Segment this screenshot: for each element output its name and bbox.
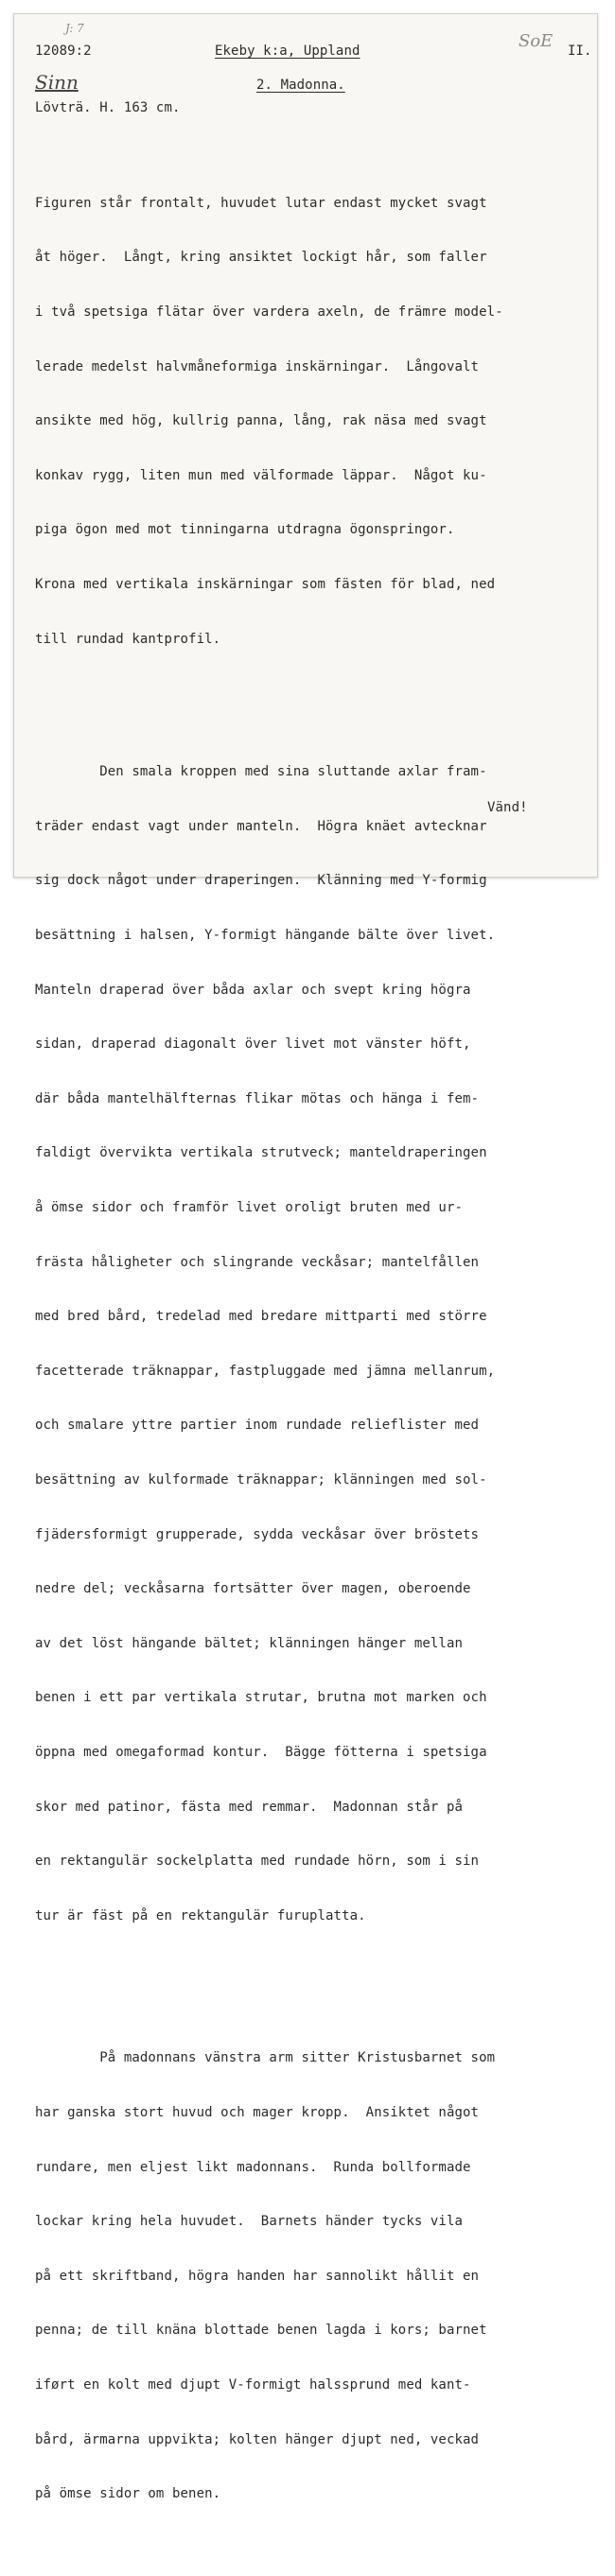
- parish-heading: Ekeby k:a, Uppland: [215, 44, 360, 59]
- text-line: Figuren står frontalt, huvudet lutar endast mycket svagt: [35, 195, 487, 211]
- text-line: iført en kolt med djupt V-formigt halssprund med kant-: [35, 2376, 471, 2393]
- sheet-number: II.: [568, 44, 592, 59]
- text-line: facetterade träknappar, fastpluggade med jämna mellanrum,: [35, 1363, 496, 1379]
- text-line: frästa håligheter och slingrande veckåsar; mantelfållen: [35, 1254, 480, 1270]
- text-line: och smalare yttre partier inom rundade relieflister med: [35, 1418, 480, 1434]
- paragraph-2: [35, 727, 503, 1962]
- text-line: har ganska stort huvud och mager kropp. Ansiktet något: [35, 2104, 480, 2120]
- text-line: nedre del; veckåsarna fortsätter över magen, oberoende: [35, 1581, 471, 1597]
- text-line: lockar kring hela huvudet. Barnets händer tycks vila: [35, 2214, 464, 2230]
- text-line: bård, ärmarna uppvikta; kolten hänger djupt ned, veckad: [35, 2431, 480, 2447]
- text-line: en rektangulär sockelplatta med rundade hörn, som i sin: [35, 1854, 480, 1870]
- object-title: 2. Madonna.: [256, 78, 345, 93]
- paragraph-1: [35, 158, 503, 685]
- text-line: lerade medelst halvmåneformiga inskärningar. Långovalt: [35, 358, 480, 374]
- text-line: öppna med omegaformad kontur. Bägge fötterna i spetsiga: [35, 1745, 487, 1761]
- material-dimensions: Lövträ. H. 163 cm.: [35, 100, 181, 115]
- text-line: där båda mantelhälfternas flikar mötas och hänga i fem-: [35, 1090, 480, 1106]
- text-line: å ömse sidor och framför livet oroligt bruten med ur-: [35, 1199, 464, 1215]
- text-line: besättning i halsen, Y-formigt hängande bälte över livet.: [35, 927, 496, 943]
- text-line: träder endast vagt under manteln. Högra knäet avtecknar: [35, 818, 487, 834]
- handwritten-note-top: J: 7: [65, 22, 84, 35]
- text-line: i två spetsiga flätar över vardera axeln, de främre model-: [35, 305, 503, 321]
- text-line: sig dock något under draperingen. Klänning med Y-formig: [35, 873, 487, 889]
- text-line: skor med patinor, fästa med remmar. Madonnan står på: [35, 1799, 464, 1815]
- text-line: rundare, men eljest likt madonnans. Runda bollformade: [35, 2159, 471, 2175]
- handwritten-signature: Sinn: [35, 71, 79, 94]
- text-line: på ömse sidor om benen.: [35, 2486, 221, 2502]
- text-line: konkav rygg, liten mun med välformade läppar. Något ku-: [35, 467, 487, 483]
- text-line: På madonnans vänstra arm sitter Kristusbarnet som: [35, 2050, 496, 2066]
- text-line: penna; de till knäna blottade benen lagda i kors; barnet: [35, 2323, 487, 2339]
- text-line: Den smala kroppen med sina sluttande axlar fram-: [35, 764, 487, 780]
- text-line: fjädersformigt grupperade, sydda veckåsar över bröstets: [35, 1526, 480, 1542]
- card-number: 12089:2: [35, 44, 92, 59]
- text-line: benen i ett par vertikala strutar, brutna mot marken och: [35, 1690, 487, 1706]
- text-line: till rundad kantprofil.: [35, 631, 221, 647]
- text-line: åt höger. Långt, kring ansiktet lockigt hår, som faller: [35, 250, 487, 266]
- text-line: ansikte med hög, kullrig panna, lång, rak näsa med svagt: [35, 413, 487, 429]
- text-line: tur är fäst på en rektangulär furuplatta.: [35, 1907, 366, 1923]
- turn-over-note: Vänd!: [487, 800, 528, 815]
- catalog-card: [13, 13, 598, 2502]
- text-line: besättning av kulformade träknappar; klänningen med sol-: [35, 1472, 487, 1488]
- text-line: piga ögon med mot tinningarna utdragna ögonspringor.: [35, 522, 455, 538]
- description-body: [35, 122, 503, 2576]
- text-line: på ett skriftband, högra handen har sannolikt hållit en: [35, 2268, 480, 2284]
- text-line: Krona med vertikala inskärningar som fästen för blad, ned: [35, 577, 496, 593]
- text-line: Manteln draperad över båda axlar och svept kring högra: [35, 982, 471, 998]
- text-line: sidan, draperad diagonalt över livet mot vänster höft,: [35, 1036, 471, 1053]
- handwritten-note-right: SoE: [518, 31, 554, 51]
- text-line: med bred bård, tredelad med bredare mittparti med större: [35, 1309, 487, 1325]
- text-line: av det löst hängande bältet; klänningen hänger mellan: [35, 1635, 464, 1651]
- paragraph-3: [35, 2013, 503, 2540]
- text-line: faldigt övervikta vertikala strutveck; manteldraperingen: [35, 1145, 487, 1161]
